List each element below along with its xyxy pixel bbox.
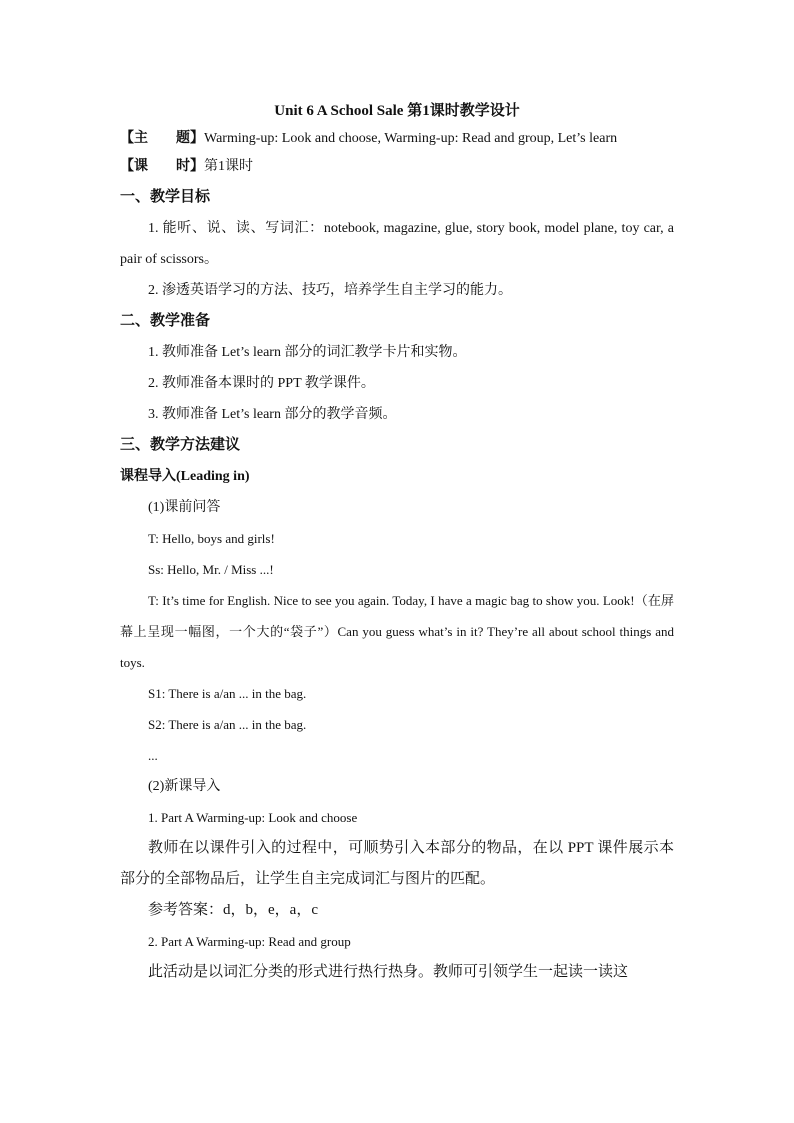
lesson-line <box>120 151 674 182</box>
section-heading-preparation: 二、教学准备 <box>120 313 211 329</box>
objective-item-1: 1. 能听、说、读、写词汇：notebook, magazine, glue, story book, model plane, toy car, a pair of scissors。 <box>120 221 674 267</box>
leading-in-line-6: S2: There is a/an ... in the bag. <box>148 717 307 732</box>
leading-in-line-2: T: Hello, boys and girls! <box>148 531 275 546</box>
leading-in-line-3: Ss: Hello, Mr. / Miss ...! <box>148 562 274 577</box>
section-heading-methods: 三、教学方法建议 <box>120 437 241 453</box>
preparation-item-1: 1. 教师准备 Let’s learn 部分的词汇教学卡片和实物。 <box>148 345 467 360</box>
leading-in-heading: 课程导入(Leading in) <box>120 469 250 484</box>
preparation-item-3: 3. 教师准备 Let’s learn 部分的教学音频。 <box>148 407 397 422</box>
leading-in-line-9: 1. Part A Warming-up: Look and choose <box>148 810 358 825</box>
leading-in-line-8: (2)新课导入 <box>148 779 221 794</box>
leading-in-line-4: T: It’s time for English. Nice to see you again. Today, I have a magic bag to show you. Look!（在屏幕上呈现一幅图，一个大的“袋子”）Can you guess what’s in it? They’re all about school things and toys. <box>120 593 674 670</box>
topic-line <box>120 126 674 151</box>
preparation-item-2: 2. 教师准备本课时的 PPT 教学课件。 <box>148 376 375 391</box>
leading-in-line-7: ... <box>148 748 158 763</box>
leading-in-line-10: 教师在以课件引入的过程中，可顺势引入本部分的物品，在以 PPT 课件展示本部分的全部物品后，让学生自主完成词汇与图片的匹配。 <box>120 840 674 887</box>
leading-in-line-1: (1)课前问答 <box>148 500 221 515</box>
leading-in-line-5: S1: There is a/an ... in the bag. <box>148 686 307 701</box>
objective-item-2: 2. 渗透英语学习的方法、技巧，培养学生自主学习的能力。 <box>148 283 512 298</box>
document-title: Unit 6 A School Sale 第1课时教学设计 <box>274 103 520 119</box>
leading-in-line-12: 2. Part A Warming-up: Read and group <box>148 934 351 949</box>
topic-text: Warming-up: Look and choose, Warming-up: Read and group, Let’s learn <box>204 131 618 146</box>
section-heading-objectives: 一、教学目标 <box>120 189 211 205</box>
leading-in-line-11: 参考答案：d，b，e，a，c <box>148 902 318 918</box>
lesson-label: 【课 时】 <box>120 159 204 174</box>
topic-label: 【主 题】 <box>120 131 204 146</box>
document-page <box>120 100 674 988</box>
leading-in-line-13: 此活动是以词汇分类的形式进行热行热身。教师可引领学生一起读一读这 <box>148 964 629 980</box>
lesson-text: 第1课时 <box>204 159 253 174</box>
